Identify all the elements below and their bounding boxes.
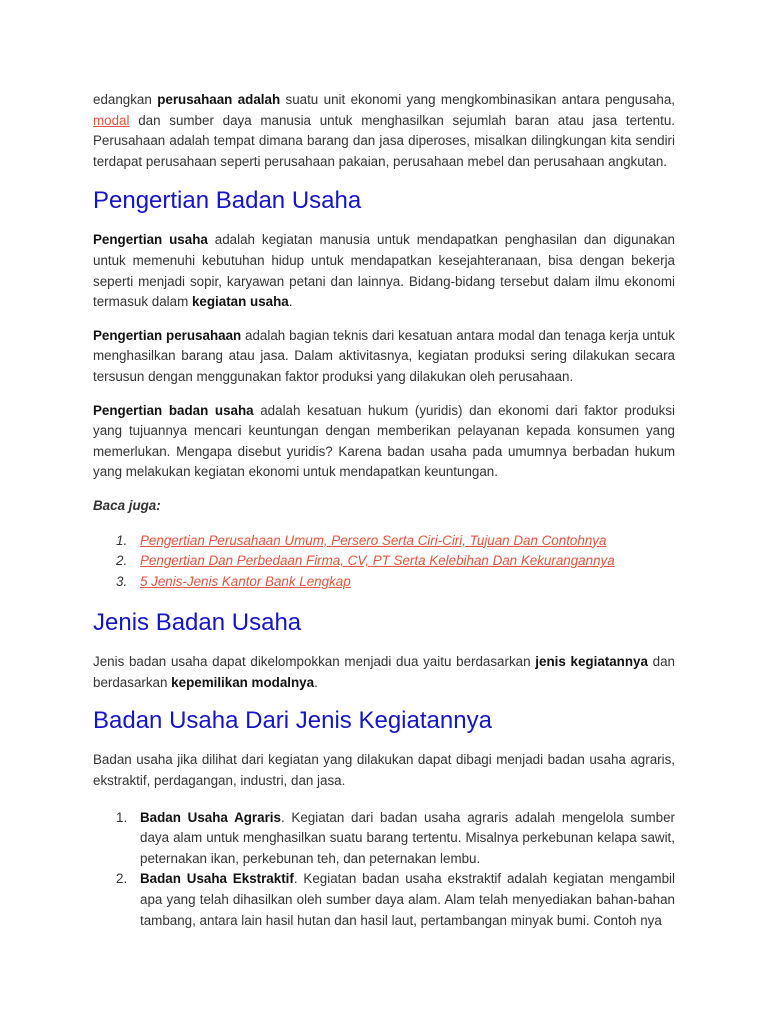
term-badan-usaha-agraris: Badan Usaha Agraris — [140, 809, 281, 825]
list-number: 1. — [116, 809, 128, 825]
term-badan-usaha-ekstraktif: Badan Usaha Ekstraktif — [140, 871, 294, 887]
term-kegiatan-usaha: kegiatan usaha — [191, 294, 289, 310]
period: . — [288, 294, 293, 310]
term-jenis-kegiatannya: jenis kegiatannya — [535, 654, 648, 670]
list-item — [93, 551, 675, 572]
intro-text-middle: suatu unit ekonomi yang mengkombinasikan antara pengusaha, — [280, 92, 675, 107]
text-pengertian-badan-usaha: adalah kesatuan hukum (yuridis) dan ekonomi dari faktor produksi yang tujuannya mencari keuntungan dengan memberikan pelayanan kepada konsumen yang memerlukan. Mengapa disebut yuridis? Karena badan usaha pada umumnya berbadan hukum yang melakukan kegiatan ekonomi untuk mendapatkan keuntungan. — [93, 402, 675, 480]
term-pengertian-perusahaan: Pengertian perusahaan — [93, 327, 242, 343]
modal-link[interactable]: modal — [93, 112, 130, 128]
list-number: 2. — [116, 871, 128, 887]
list-item — [93, 531, 675, 552]
related-link-3[interactable]: 5 Jenis-Jenis Kantor Bank Lengkap — [140, 573, 351, 589]
paragraph-jenis-badan-usaha — [93, 652, 675, 693]
text-pengertian-perusahaan: adalah bagian teknis dari kesatuan antara modal dan tenaga kerja untuk menghasilkan barang atau jasa. Dalam aktivitasnya, kegiatan produksi sering dilakukan secara tersusun dengan menggunakan faktor produksi yang dilakukan oleh perusahaan. — [93, 327, 675, 384]
baca-juga-label: Baca juga: — [93, 497, 161, 513]
related-link-1[interactable]: Pengertian Perusahaan Umum, Persero Serta Ciri-Ciri, Tujuan Dan Contohnya — [140, 532, 607, 548]
list-number: 1. — [116, 532, 128, 548]
text-jenis-1: Jenis badan usaha dapat dikelompokkan menjadi dua yaitu berdasarkan — [93, 654, 536, 670]
paragraph-jenis-kegiatan: Badan usaha jika dilihat dari kegiatan yang dilakukan dapat dibagi menjadi badan usaha agraris, ekstraktif, perdagangan, industri, dan jasa. — [93, 752, 675, 789]
term-pengertian-badan-usaha: Pengertian badan usaha — [93, 402, 254, 418]
list-item — [93, 869, 675, 931]
list-number: 2. — [116, 553, 128, 569]
period: . — [314, 674, 318, 690]
paragraph-pengertian-badan-usaha — [93, 401, 675, 483]
related-links-list — [93, 531, 675, 593]
heading-jenis-badan-usaha: Jenis Badan Usaha — [93, 609, 302, 637]
intro-term-adalah: adalah — [237, 92, 281, 107]
term-kepemilikan-modalnya: kepemilikan modalnya — [171, 674, 315, 690]
text-badan-usaha-agraris: . Kegiatan dari badan usaha agraris adalah mengelola sumber daya alam untuk menghasilkan suatu barang tertentu. Misalnya perkebunan kelapa sawit, peternakan ikan, perkebunan teh, dan peternakan lembu. — [140, 809, 675, 866]
text-badan-usaha-ekstraktif: . Kegiatan badan usaha ekstraktif adalah kegiatan mengambil apa yang telah dihasilkan oleh sumber daya alam. Alam telah menyediakan bahan-bahan tambang, antara lain hasil hutan dan hasil laut, pertambangan minyak bumi. Contoh nya — [140, 871, 675, 928]
list-number: 3. — [116, 573, 128, 589]
intro-text-end: dan sumber daya manusia untuk menghasilkan sejumlah baran atau jasa tertentu. Perusahaan adalah tempat dimana barang dan jasa diperoses, misalkan dilingkungan kita sendiri terdapat perusahaan seperti perusahaan pakaian, perusahaan mebel dan perusahaan angkutan. — [93, 112, 675, 169]
term-pengertian-usaha: Pengertian usaha — [93, 232, 208, 248]
heading-badan-usaha-dari-jenis-kegiatannya: Badan Usaha Dari Jenis Kegiatannya — [93, 707, 492, 735]
paragraph-pengertian-perusahaan — [93, 326, 675, 388]
intro-paragraph — [93, 90, 675, 172]
list-item — [93, 572, 675, 593]
intro-term-perusahaan: perusahaan — [157, 92, 233, 107]
intro-text-start: edangkan — [93, 92, 158, 107]
paragraph-pengertian-usaha — [93, 230, 675, 312]
text-pengertian-usaha: adalah kegiatan manusia untuk mendapatkan penghasilan dan digunakan untuk memenuhi kebutuhan hidup untuk mendapatkan kesejahteranaan, bisa dengan bekerja seperti menjadi sopir, karyawan petani dan lainnya. Bidang-bidang tersebut dalam ilmu ekonomi termasuk dalam — [93, 232, 675, 310]
heading-pengertian-badan-usaha: Pengertian Badan Usaha — [93, 187, 362, 215]
text-jenis-2: dan berdasarkan — [93, 654, 675, 690]
related-link-2[interactable]: Pengertian Dan Perbedaan Firma, CV, PT Serta Kelebihan Dan Kekurangannya — [140, 553, 615, 569]
list-item — [93, 808, 675, 870]
business-types-list — [93, 808, 675, 932]
article-body — [93, 90, 675, 931]
